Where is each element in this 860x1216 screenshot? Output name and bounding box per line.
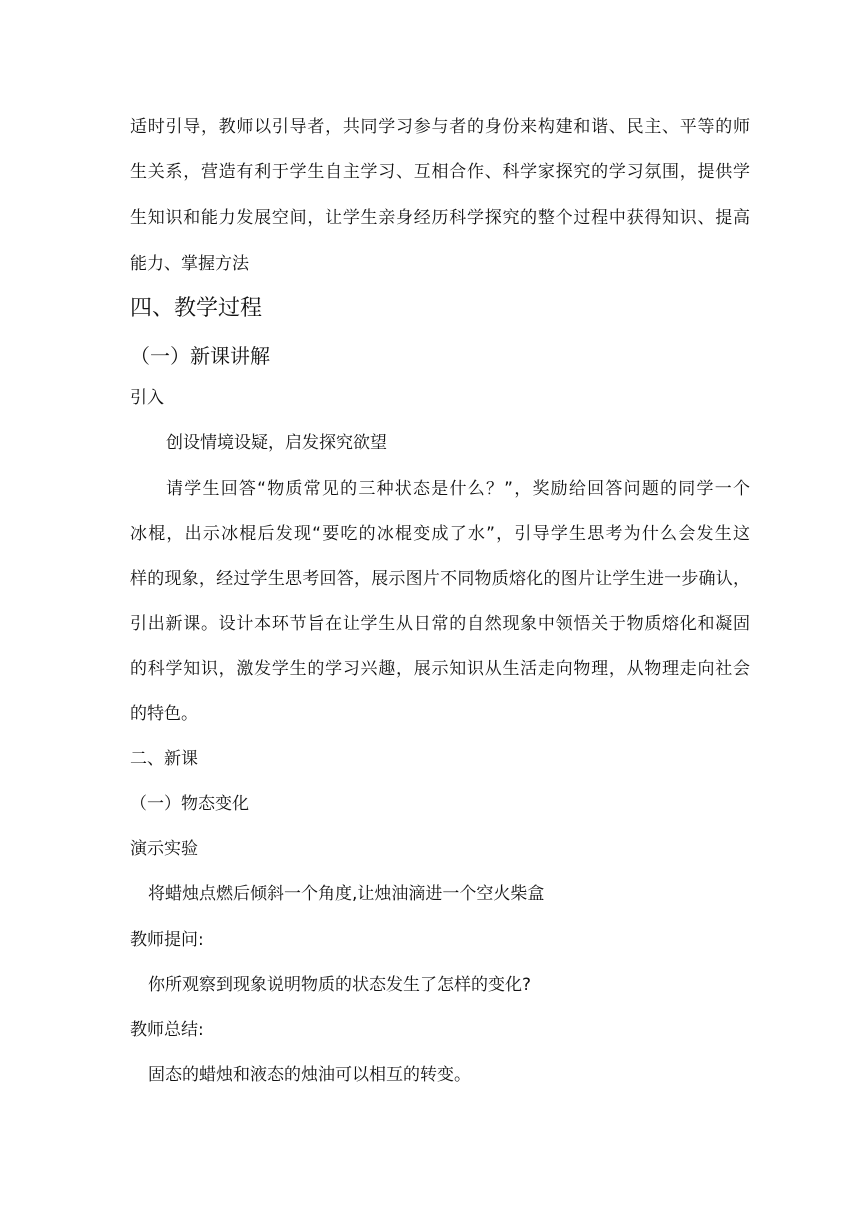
paragraph1-line-3: 生知识和能力发展空间，让学生亲身经历科学探究的整个过程中获得知识、提高	[130, 208, 750, 228]
section-heading: 四、教学过程	[130, 296, 263, 321]
paragraph1-line-4: 能力、掌握方法	[130, 254, 249, 274]
paragraph2-line-2: 冰棍，出示冰棍后发现“要吃的冰棍变成了水”，引导学生思考为什么会发生这	[130, 524, 750, 544]
paragraph1-line-2: 生关系，营造有利于学生自主学习、互相合作、科学家探究的学习氛围，提供学	[130, 162, 750, 182]
intro-label: 引入	[130, 388, 164, 408]
new-lesson-label: 二、新课	[130, 749, 198, 769]
demo-label: 演示实验	[130, 839, 198, 859]
paragraph2-line-4: 引出新课。设计本环节旨在让学生从日常的自然现象中领悟关于物质熔化和凝固	[130, 614, 750, 634]
teacher-summary: 固态的蜡烛和液态的烛油可以相互的转变。	[148, 1065, 471, 1085]
demo-text: 将蜡烛点燃后倾斜一个角度,让烛油滴进一个空火柴盒	[148, 884, 545, 904]
paragraph2-line-5: 的科学知识，激发学生的学习兴趣，展示知识从生活走向物理，从物理走向社会	[130, 659, 750, 679]
teacher-summary-label: 教师总结:	[130, 1020, 204, 1040]
paragraph2-line-1: 请学生回答“物质常见的三种状态是什么？”，奖励给回答问题的同学一个	[166, 479, 750, 499]
teacher-question-label: 教师提问:	[130, 930, 204, 950]
intro-subtitle: 创设情境设疑，启发探究欲望	[166, 433, 387, 453]
teacher-question: 你所观察到现象说明物质的状态发生了怎样的变化?	[148, 975, 532, 995]
paragraph2-line-3: 样的现象，经过学生思考回答，展示图片不同物质熔化的图片让学生进一步确认，	[130, 569, 750, 589]
paragraph1-line-1: 适时引导，教师以引导者，共同学习参与者的身份来构建和谐、民主、平等的师	[130, 117, 750, 137]
subsection-heading: （一）新课讲解	[130, 344, 270, 368]
state-change-label: （一）物态变化	[130, 794, 249, 814]
paragraph2-line-6: 的特色。	[130, 704, 198, 724]
